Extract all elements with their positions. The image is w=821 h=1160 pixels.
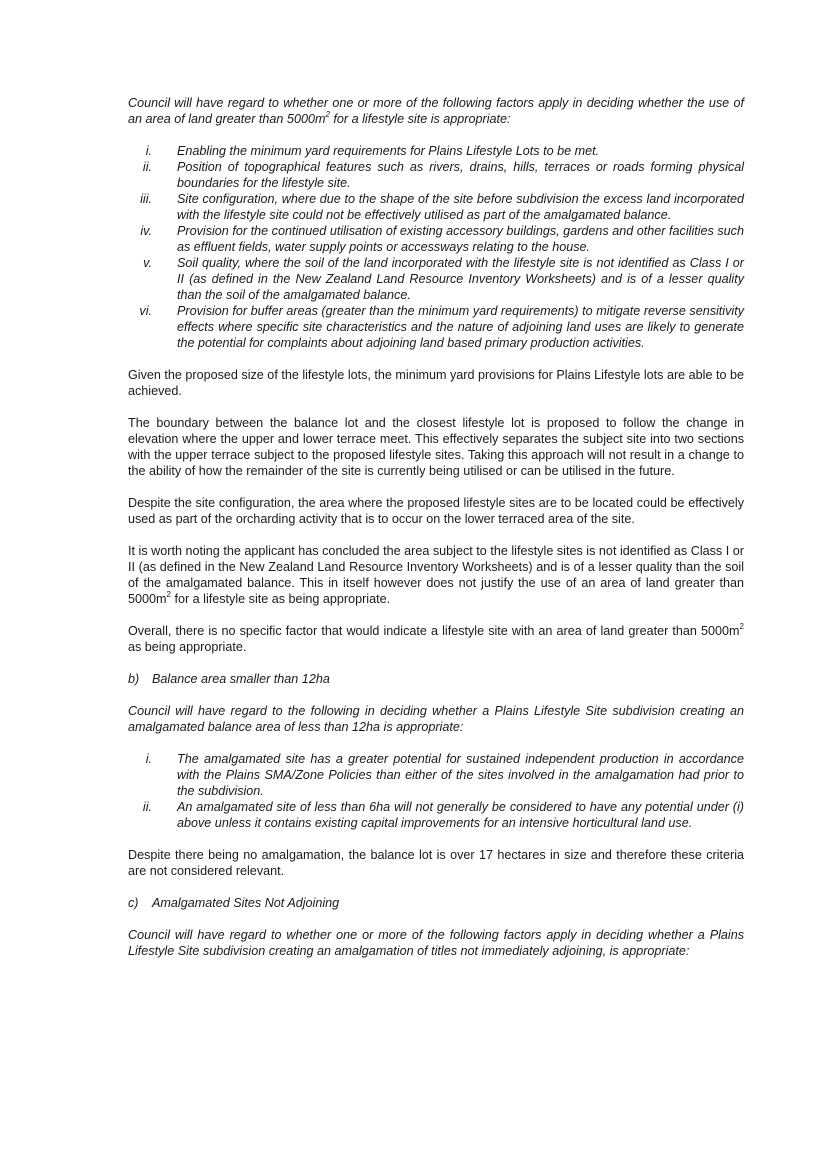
list-item: iv. Provision for the continued utilisation of existing accessory buildings, gardens and other facilities such as effluent fields, water supply points or accessways relating to the house. bbox=[140, 224, 744, 254]
document-body bbox=[128, 95, 744, 959]
section-c-intro: Council will have regard to whether one or more of the following factors apply in deciding whether a Plains Lifestyle Site subdivision creating an amalgamation of titles not immediately adjoining, is appropriate: bbox=[128, 928, 744, 958]
section-b-intro: Council will have regard to the following in deciding whether a Plains Lifestyle Site subdivision creating an amalgamated balance area of less than 12ha is appropriate: bbox=[128, 704, 744, 734]
list-item: i. Enabling the minimum yard requirements for Plains Lifestyle Lots to be met. bbox=[145, 144, 600, 158]
assessment-paragraph: Despite the site configuration, the area where the proposed lifestyle sites are to be located could be effectively used as part of the orcharding activity that is to occur on the lower terraced area of the site. bbox=[128, 496, 744, 526]
section-b-assessment: Despite there being no amalgamation, the balance lot is over 17 hectares in size and therefore these criteria are not considered relevant. bbox=[128, 848, 744, 878]
criteria-a-list bbox=[128, 143, 744, 351]
assessment-paragraph: The boundary between the balance lot and the closest lifestyle lot is proposed to follow the change in elevation where the upper and lower terrace meet. This effectively separates the subject site into two sections with the upper terrace subject to the proposed lifestyle sites. Taking this approach will not result in a change to the ability of how the remainder of the site is currently being utilised or can be utilised in the future. bbox=[128, 416, 744, 478]
section-b-heading: b) Balance area smaller than 12ha bbox=[128, 672, 330, 686]
assessment-paragraph: Overall, there is no specific factor that would indicate a lifestyle site with an area of land greater than $5000m^2$ as being appropriate. bbox=[128, 621, 744, 654]
assessment-paragraph: Given the proposed size of the lifestyle lots, the minimum yard provisions for Plains Lifestyle lots are able to be achieved. bbox=[128, 368, 744, 398]
list-item: i. The amalgamated site has a greater potential for sustained independent production in accordance with the Plains SMA/Zone Policies than either of the sites involved in the amalgamation had prior to the subdivision. bbox=[145, 752, 744, 798]
list-item: ii. Position of topographical features such as rivers, drains, hills, terraces or roads forming physical boundaries for the lifestyle site. bbox=[142, 160, 744, 190]
list-item: ii. An amalgamated site of less than 6ha will not generally be considered to have any potential under (i) above unless it contains existing capital improvements for an intensive horticultural land use. bbox=[142, 800, 744, 830]
criteria-a-intro: Council will have regard to whether one or more of the following factors apply in deciding whether the use of an area of land greater than $5000m^2$ for a lifestyle site is appropriate: bbox=[128, 96, 744, 126]
section-b-list bbox=[128, 751, 744, 831]
list-item: iii. Site configuration, where due to the shape of the site before subdivision the excess land incorporated with the lifestyle site could not be effectively utilised as part of the amalgamated balance. bbox=[140, 192, 744, 222]
list-item: v. Soil quality, where the soil of the land incorporated with the lifestyle site is not identified as Class I or II (as defined in the New Zealand Land Resource Inventory Worksheets) and is of a lesser quality than the soil of the amalgamated balance. bbox=[143, 256, 744, 302]
assessment-paragraph: It is worth noting the applicant has concluded the area subject to the lifestyle sites is not identified as Class I or II (as defined in the New Zealand Land Resource Inventory Worksheets) and is of a lesser quality than the soil of the amalgamated balance. This in itself however does not justify the use of an area of land greater than $5000m^2$ for a lifestyle site as being appropriate. bbox=[128, 544, 744, 606]
list-item: vi. Provision for buffer areas (greater than the minimum yard requirements) to mitigate reverse sensitivity effects where specific site characteristics and the nature of adjoining land uses are likely to generate the potential for complaints about adjoining land based primary production activities. bbox=[139, 304, 744, 350]
section-c-heading: c) Amalgamated Sites Not Adjoining bbox=[128, 896, 340, 910]
